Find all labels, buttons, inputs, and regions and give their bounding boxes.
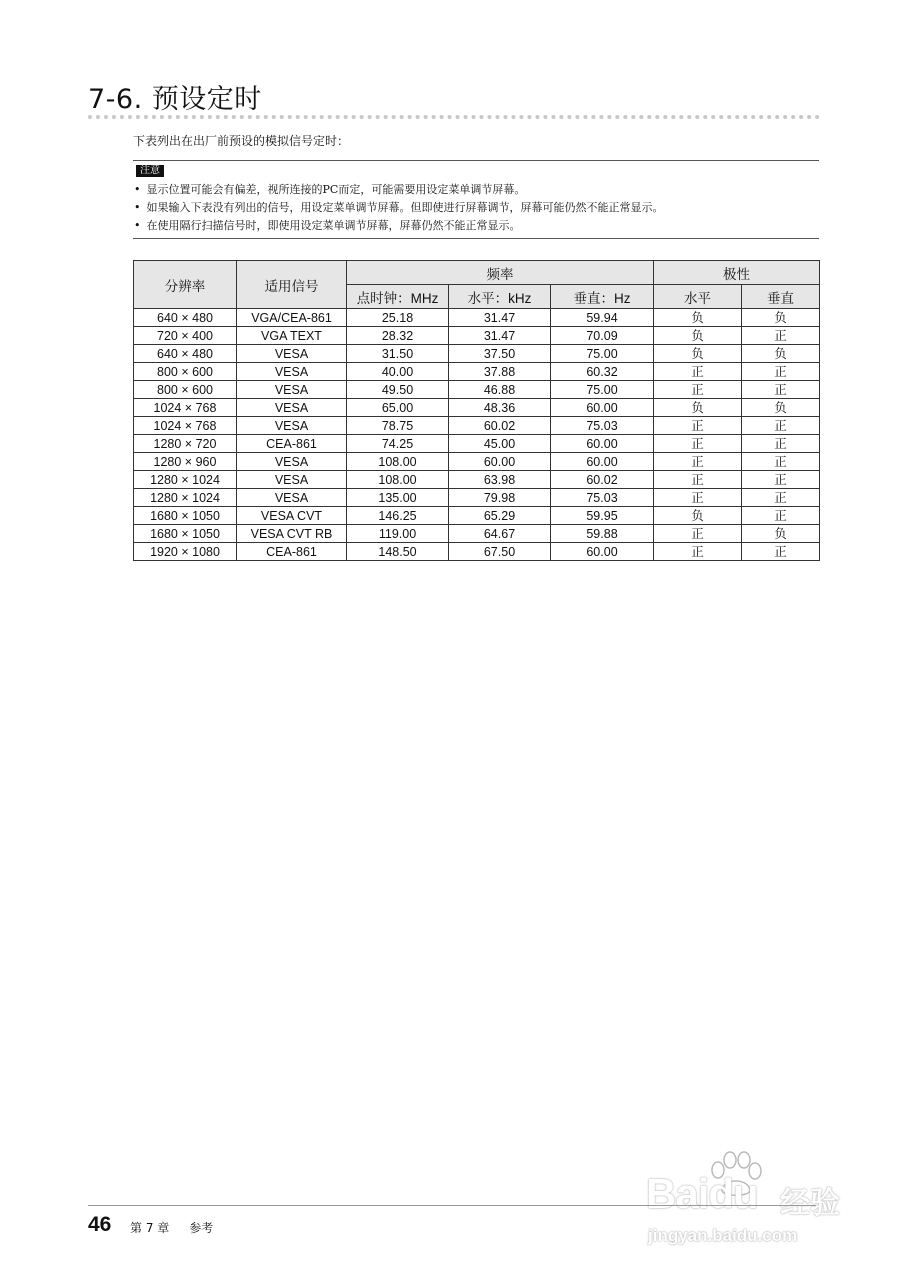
cell-dot-clock: 25.18 <box>347 309 449 327</box>
cell-signal: VESA <box>237 471 347 489</box>
cell-dot-clock: 146.25 <box>347 507 449 525</box>
cell-signal: VESA CVT RB <box>237 525 347 543</box>
note-item: • 如果输入下表没有列出的信号，用设定菜单调节屏幕。但即使进行屏幕调节，屏幕可能仍然不能正常显示。 <box>134 199 664 217</box>
table-row <box>134 525 820 543</box>
cell-horizontal-frequency: 46.88 <box>449 381 551 399</box>
cell-horizontal-frequency: 60.00 <box>449 453 551 471</box>
cell-signal: CEA-861 <box>237 543 347 561</box>
preset-timing-table <box>133 260 820 561</box>
cell-signal: VESA <box>237 381 347 399</box>
cell-polarity-vertical: 负 <box>742 525 820 543</box>
table-row <box>134 453 820 471</box>
cell-polarity-horizontal: 正 <box>654 543 742 561</box>
cell-vertical-frequency: 60.00 <box>551 435 654 453</box>
cell-horizontal-frequency: 37.50 <box>449 345 551 363</box>
cell-vertical-frequency: 75.03 <box>551 417 654 435</box>
cell-horizontal-frequency: 37.88 <box>449 363 551 381</box>
cell-horizontal-frequency: 64.67 <box>449 525 551 543</box>
cell-polarity-horizontal: 负 <box>654 507 742 525</box>
cell-polarity-vertical: 正 <box>742 363 820 381</box>
cell-signal: CEA-861 <box>237 435 347 453</box>
cell-horizontal-frequency: 67.50 <box>449 543 551 561</box>
cell-vertical-frequency: 75.00 <box>551 345 654 363</box>
cell-polarity-horizontal: 负 <box>654 399 742 417</box>
cell-dot-clock: 74.25 <box>347 435 449 453</box>
cell-vertical-frequency: 60.00 <box>551 399 654 417</box>
cell-polarity-horizontal: 正 <box>654 381 742 399</box>
watermark-url: jingyan.baidu.com <box>648 1226 798 1245</box>
cell-vertical-frequency: 75.03 <box>551 489 654 507</box>
cell-resolution: 1280 × 960 <box>134 453 237 471</box>
section-label: 参考 <box>189 1221 214 1235</box>
table-row <box>134 345 820 363</box>
page-title: 7-6. 预设定时 <box>88 84 262 115</box>
header-horizontal-frequency: 水平：kHz <box>449 285 551 309</box>
table-row <box>134 435 820 453</box>
note-item: • 在使用隔行扫描信号时，即使用设定菜单调节屏幕，屏幕仍然不能正常显示。 <box>134 217 664 235</box>
cell-signal: VESA <box>237 345 347 363</box>
cell-polarity-vertical: 正 <box>742 435 820 453</box>
header-vertical-frequency: 垂直：Hz <box>551 285 654 309</box>
header-polarity-horizontal: 水平 <box>654 285 742 309</box>
cell-polarity-vertical: 负 <box>742 399 820 417</box>
cell-polarity-vertical: 正 <box>742 381 820 399</box>
table-row <box>134 489 820 507</box>
cell-polarity-vertical: 负 <box>742 345 820 363</box>
cell-horizontal-frequency: 79.98 <box>449 489 551 507</box>
cell-dot-clock: 135.00 <box>347 489 449 507</box>
cell-polarity-horizontal: 负 <box>654 345 742 363</box>
cell-vertical-frequency: 59.88 <box>551 525 654 543</box>
cell-resolution: 1680 × 1050 <box>134 507 237 525</box>
header-polarity: 极性 <box>654 261 820 285</box>
title-dotted-divider <box>88 115 820 119</box>
header-frequency: 频率 <box>347 261 654 285</box>
cell-polarity-vertical: 正 <box>742 417 820 435</box>
cell-resolution: 720 × 400 <box>134 327 237 345</box>
cell-signal: VESA <box>237 363 347 381</box>
cell-dot-clock: 148.50 <box>347 543 449 561</box>
cell-vertical-frequency: 60.32 <box>551 363 654 381</box>
cell-polarity-horizontal: 正 <box>654 453 742 471</box>
cell-polarity-horizontal: 正 <box>654 417 742 435</box>
cell-polarity-vertical: 正 <box>742 471 820 489</box>
cell-polarity-vertical: 正 <box>742 453 820 471</box>
cell-polarity-horizontal: 正 <box>654 363 742 381</box>
cell-polarity-vertical: 正 <box>742 543 820 561</box>
cell-polarity-vertical: 正 <box>742 507 820 525</box>
cell-signal: VGA/CEA-861 <box>237 309 347 327</box>
header-signal: 适用信号 <box>237 261 347 309</box>
cell-resolution: 1920 × 1080 <box>134 543 237 561</box>
cell-dot-clock: 31.50 <box>347 345 449 363</box>
cell-horizontal-frequency: 31.47 <box>449 309 551 327</box>
table-row <box>134 471 820 489</box>
cell-signal: VGA TEXT <box>237 327 347 345</box>
header-dot-clock: 点时钟：MHz <box>347 285 449 309</box>
cell-signal: VESA <box>237 417 347 435</box>
cell-vertical-frequency: 59.94 <box>551 309 654 327</box>
table-row <box>134 417 820 435</box>
table-row <box>134 309 820 327</box>
note-top-divider <box>133 160 819 161</box>
cell-resolution: 640 × 480 <box>134 345 237 363</box>
table-row <box>134 363 820 381</box>
table-row <box>134 399 820 417</box>
cell-polarity-horizontal: 负 <box>654 309 742 327</box>
cell-resolution: 640 × 480 <box>134 309 237 327</box>
cell-dot-clock: 108.00 <box>347 471 449 489</box>
cell-horizontal-frequency: 45.00 <box>449 435 551 453</box>
cell-vertical-frequency: 70.09 <box>551 327 654 345</box>
cell-horizontal-frequency: 65.29 <box>449 507 551 525</box>
timing-table-body <box>134 309 820 561</box>
cell-signal: VESA <box>237 453 347 471</box>
cell-resolution: 1680 × 1050 <box>134 525 237 543</box>
cell-dot-clock: 119.00 <box>347 525 449 543</box>
cell-resolution: 800 × 600 <box>134 381 237 399</box>
watermark-service: 经验 <box>780 1186 840 1221</box>
cell-vertical-frequency: 75.00 <box>551 381 654 399</box>
table-row <box>134 507 820 525</box>
cell-polarity-vertical: 正 <box>742 327 820 345</box>
table-row <box>134 543 820 561</box>
cell-signal: VESA CVT <box>237 507 347 525</box>
cell-horizontal-frequency: 63.98 <box>449 471 551 489</box>
cell-vertical-frequency: 60.00 <box>551 453 654 471</box>
cell-vertical-frequency: 59.95 <box>551 507 654 525</box>
cell-vertical-frequency: 60.02 <box>551 471 654 489</box>
footer-divider <box>88 1205 816 1206</box>
cell-dot-clock: 28.32 <box>347 327 449 345</box>
cell-polarity-vertical: 负 <box>742 309 820 327</box>
page-number: 46 <box>88 1213 112 1236</box>
header-polarity-vertical: 垂直 <box>742 285 820 309</box>
cell-horizontal-frequency: 31.47 <box>449 327 551 345</box>
table-row <box>134 381 820 399</box>
chapter-label: 第 7 章 <box>130 1221 170 1235</box>
cell-resolution: 1280 × 1024 <box>134 489 237 507</box>
cell-dot-clock: 49.50 <box>347 381 449 399</box>
cell-resolution: 1024 × 768 <box>134 399 237 417</box>
cell-dot-clock: 65.00 <box>347 399 449 417</box>
header-resolution: 分辨率 <box>134 261 237 309</box>
note-bottom-divider <box>133 238 819 239</box>
footer-chapter <box>130 1219 213 1236</box>
cell-dot-clock: 108.00 <box>347 453 449 471</box>
cell-resolution: 1280 × 1024 <box>134 471 237 489</box>
cell-polarity-horizontal: 负 <box>654 327 742 345</box>
cell-polarity-horizontal: 正 <box>654 435 742 453</box>
cell-polarity-horizontal: 正 <box>654 525 742 543</box>
watermark-brand: Baidu <box>646 1170 758 1217</box>
cell-signal: VESA <box>237 489 347 507</box>
cell-resolution: 1024 × 768 <box>134 417 237 435</box>
cell-polarity-horizontal: 正 <box>654 489 742 507</box>
cell-horizontal-frequency: 48.36 <box>449 399 551 417</box>
cell-resolution: 1280 × 720 <box>134 435 237 453</box>
cell-resolution: 800 × 600 <box>134 363 237 381</box>
cell-dot-clock: 40.00 <box>347 363 449 381</box>
cell-horizontal-frequency: 60.02 <box>449 417 551 435</box>
table-row <box>134 327 820 345</box>
note-label: 注意 <box>136 165 164 177</box>
cell-signal: VESA <box>237 399 347 417</box>
cell-polarity-vertical: 正 <box>742 489 820 507</box>
intro-text: 下表列出在出厂前预设的模拟信号定时： <box>133 134 350 148</box>
cell-dot-clock: 78.75 <box>347 417 449 435</box>
cell-polarity-horizontal: 正 <box>654 471 742 489</box>
note-item: • 显示位置可能会有偏差，视所连接的PC而定，可能需要用设定菜单调节屏幕。 <box>134 181 664 199</box>
cell-vertical-frequency: 60.00 <box>551 543 654 561</box>
note-list <box>134 181 664 235</box>
